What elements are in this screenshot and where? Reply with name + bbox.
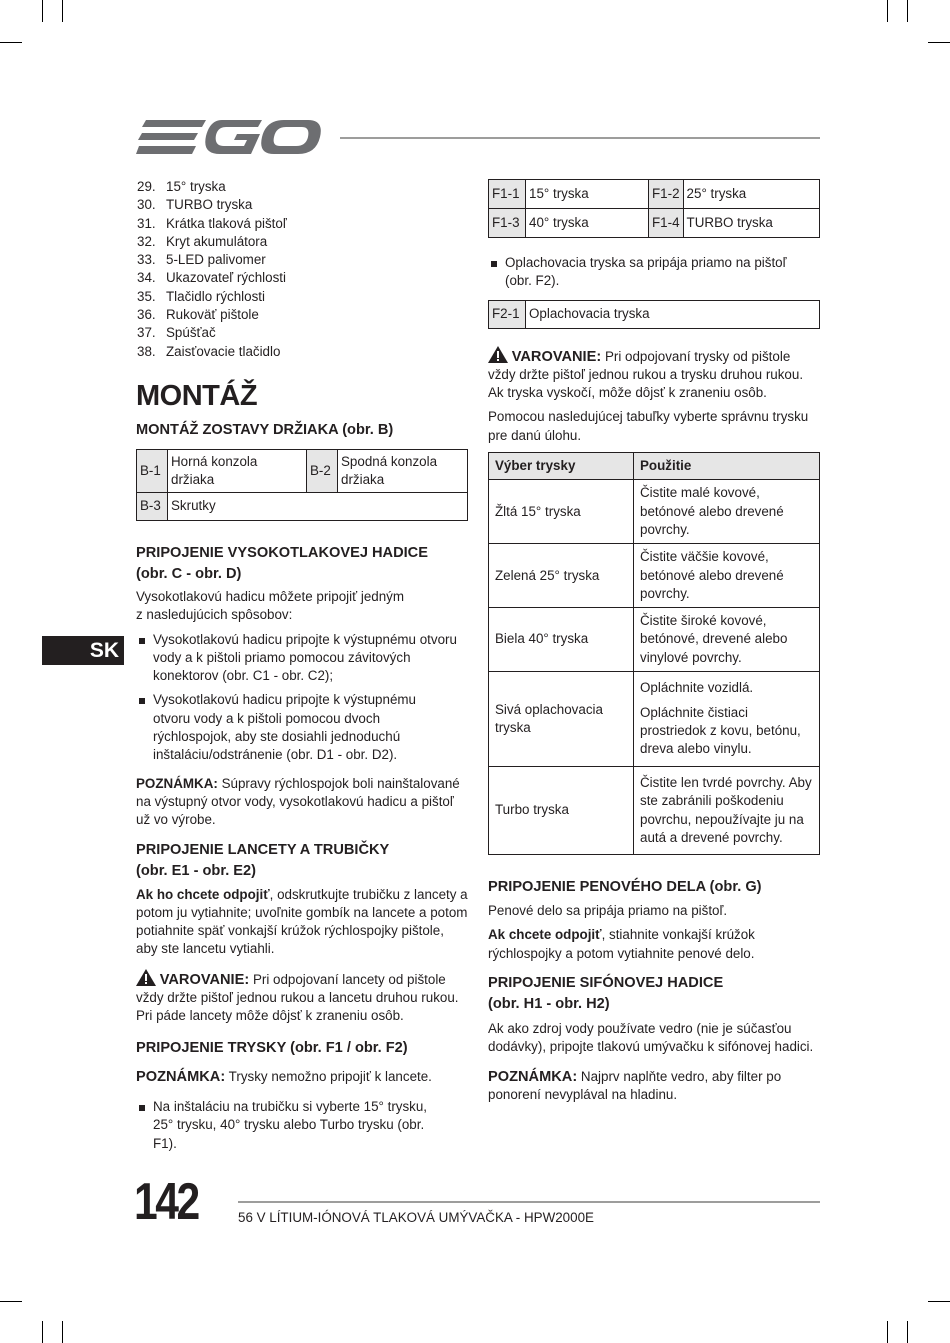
crop-mark bbox=[928, 42, 950, 43]
table-cell: Čistite malé kovové, betónové alebo drevené povrchy. bbox=[634, 480, 820, 544]
lance-bold: Ak ho chcete odpojiť bbox=[136, 886, 270, 902]
table-cell: TURBO tryska bbox=[683, 209, 819, 238]
lance-warning bbox=[136, 969, 468, 1026]
list-item-text: Kryt akumulátora bbox=[166, 233, 268, 249]
foam-title: PRIPOJENIE PENOVÉHO DELA (obr. G) bbox=[488, 879, 762, 896]
warning-icon bbox=[488, 346, 508, 363]
lance-text bbox=[136, 886, 468, 959]
list-item-text: Tlačidlo rýchlosti bbox=[166, 288, 265, 304]
list-item bbox=[137, 324, 468, 342]
table-header: Použitie bbox=[634, 453, 820, 480]
list-item bbox=[137, 233, 468, 251]
nozzle-bullet: Na inštaláciu na trubičku si vyberte 15° trysku, 25° trysku, 40° trysku alebo Turbo trysku (obr. F1). bbox=[153, 1098, 428, 1151]
warning-text: Pri odpojovaní lancety od pištole vždy držte pištoľ jednou rukou a lancetu druhou rukou. Pri páde lancety môže dôjsť k zraneniu osôb. bbox=[136, 971, 459, 1024]
warning-label: VAROVANIE: bbox=[159, 971, 250, 988]
table-cell: Skrutky bbox=[168, 492, 468, 520]
lance-title-figures: (obr. E1 - obr. E2) bbox=[136, 862, 257, 879]
crop-mark bbox=[907, 0, 908, 22]
table-cell: Zelená 25° tryska bbox=[489, 544, 634, 608]
list-item bbox=[137, 269, 468, 287]
table-cell bbox=[634, 672, 820, 767]
foam-bold: Ak chcete odpojiť bbox=[488, 927, 602, 943]
table-cell: Spodná konzola držiaka bbox=[338, 449, 468, 492]
list-item-text: Spúšťač bbox=[166, 325, 216, 341]
montaz-title: MONTÁŽ bbox=[136, 379, 258, 412]
bullet-icon bbox=[488, 254, 505, 291]
siphon-title-figures: (obr. H1 - obr. H2) bbox=[488, 995, 610, 1012]
crop-mark bbox=[887, 1321, 888, 1343]
montaz-subtitle: MONTÁŽ ZOSTAVY DRŽIAKA (obr. B) bbox=[136, 421, 394, 438]
left-column bbox=[136, 178, 468, 1153]
note-text: Trysky nemožno pripojiť k lancete. bbox=[228, 1068, 432, 1084]
right-column bbox=[488, 179, 820, 1104]
list-item-number: 36. bbox=[137, 307, 156, 323]
foam-text-2 bbox=[488, 926, 820, 963]
table-cell: Biela 40° tryska bbox=[489, 608, 634, 672]
list-item-text: Ukazovateľ rýchlosti bbox=[166, 270, 286, 286]
siphon-text: Ak ako zdroj vody používate vedro (nie je súčasťou dodávky), pripojte tlakovú umývačku k sifónovej hadici. bbox=[488, 1020, 814, 1055]
table-cell: Horná konzola držiaka bbox=[168, 449, 307, 492]
holder-parts-table bbox=[136, 449, 468, 521]
hose-bullet-2: Vysokotlakovú hadicu pripojte k výstupnému otvoru vody a k pištoli pomocou dvoch rýchlospojok, aby ste dosiahli jednoduchú inštaláciu/odstránenie (obr. D1 - obr. D2). bbox=[153, 692, 416, 763]
table-cell: Turbo tryska bbox=[489, 767, 634, 855]
lance-body: , odskrutkujte trubičku z lancety a potom ju vytiahnite; uvoľnite gombík na lancete a potom potiahnite späť vonkajší krúžok rýchlospojky pištole, aby ste lancetu vytiahli. bbox=[136, 886, 468, 957]
warning-text: Pri odpojovaní trysky od pištole vždy držte pištoľ jednou rukou a trysku druhou rukou. Ak tryska vyskočí, môže dôjsť k zraneniu osôb. bbox=[488, 348, 804, 401]
nozzle-parts-table bbox=[488, 179, 820, 238]
table-cell: F1-4 bbox=[649, 209, 684, 238]
table-row bbox=[489, 608, 820, 672]
hose-bullet-1: Vysokotlakovú hadicu pripojte k výstupnému otvoru vody a k pištoli priamo pomocou závitových konektorov (obr. C1 - obr. C2); bbox=[153, 631, 457, 684]
list-item-number: 37. bbox=[137, 325, 156, 341]
list-item bbox=[137, 306, 468, 324]
table-row bbox=[489, 480, 820, 544]
note-text: Najprv naplňte vedro, aby filter po ponorení nevyplával na hladinu. bbox=[488, 1068, 782, 1102]
list-item-text: TURBO tryska bbox=[166, 197, 253, 213]
siphon-note bbox=[488, 1068, 820, 1105]
table-cell: Čistite len tvrdé povrchy. Aby ste zabránili poškodeniu povrchu, nepoužívajte ju na autá a drevené povrchy. bbox=[634, 767, 820, 855]
warning-icon bbox=[136, 969, 156, 986]
list-item-text: 15° tryska bbox=[166, 179, 226, 194]
bullet-icon bbox=[136, 631, 153, 686]
bullet-icon bbox=[136, 1098, 153, 1153]
list-item-text: Krátka tlaková pištoľ bbox=[166, 215, 287, 231]
foam-body: , stiahnite vonkajší krúžok rýchlospojky a potom vytiahnite penové delo. bbox=[488, 927, 755, 961]
cell-line: Opláchnite čistiaci prostriedok z kovu, betónu, dreva alebo vinylu. bbox=[640, 704, 801, 757]
table-row bbox=[489, 672, 820, 767]
foam-text-1: Penové delo sa pripája priamo na pištoľ. bbox=[488, 903, 728, 919]
list-item-number: 34. bbox=[137, 270, 156, 286]
language-tab-label: SK bbox=[89, 639, 119, 662]
nozzle-title: PRIPOJENIE TRYSKY (obr. F1 / obr. F2) bbox=[136, 1039, 408, 1056]
nozzle-warning bbox=[488, 346, 820, 403]
list-item-number: 31. bbox=[137, 215, 156, 231]
crop-mark bbox=[0, 1301, 22, 1302]
list-item bbox=[137, 178, 468, 196]
table-cell: 15° tryska bbox=[526, 180, 649, 209]
nozzle-note bbox=[136, 1068, 468, 1086]
hose-intro: Vysokotlakovú hadicu môžete pripojiť jedným z nasledujúcich spôsobov: bbox=[136, 588, 405, 623]
note-text: Súpravy rýchlospojok boli nainštalované na výstupný otvor vody, vysokotlakovú hadicu a pištoľ už vo výrobe. bbox=[136, 775, 460, 828]
crop-mark bbox=[887, 0, 888, 22]
table-cell: Sivá oplachovacia tryska bbox=[489, 672, 634, 767]
list-item bbox=[136, 631, 468, 686]
list-item bbox=[137, 251, 468, 269]
crop-mark bbox=[0, 42, 22, 43]
table-cell: F1-1 bbox=[489, 180, 526, 209]
table-cell: F1-3 bbox=[489, 209, 526, 238]
table-cell: B-3 bbox=[137, 492, 168, 520]
table-cell: F1-2 bbox=[649, 180, 684, 209]
table-cell: F2-1 bbox=[489, 300, 526, 328]
footer-rule bbox=[238, 1201, 820, 1203]
list-item-number: 29. bbox=[137, 179, 156, 194]
crop-mark bbox=[907, 1321, 908, 1343]
list-item-number: 33. bbox=[137, 252, 156, 268]
list-item-number: 35. bbox=[137, 288, 156, 304]
list-item bbox=[137, 343, 468, 361]
list-item-number: 38. bbox=[137, 343, 156, 359]
crop-mark bbox=[928, 1301, 950, 1302]
bullet-icon bbox=[136, 691, 153, 764]
note-label: POZNÁMKA: bbox=[488, 1068, 578, 1085]
list-item bbox=[137, 288, 468, 306]
table-cell: Žltá 15° tryska bbox=[489, 480, 634, 544]
table-row bbox=[489, 767, 820, 855]
hose-note bbox=[136, 775, 468, 830]
rinse-parts-table bbox=[488, 300, 820, 329]
hose-title: PRIPOJENIE VYSOKOTLAKOVEJ HADICE bbox=[136, 544, 428, 561]
footer-title: 56 V LÍTIUM-IÓNOVÁ TLAKOVÁ UMÝVAČKA - HPW2000E bbox=[238, 1210, 594, 1225]
list-item-text: Rukoväť pištole bbox=[166, 307, 259, 323]
table-cell: 25° tryska bbox=[683, 180, 819, 209]
list-item-text: 5-LED palivomer bbox=[166, 252, 266, 268]
parts-list bbox=[136, 178, 468, 361]
table-row bbox=[489, 544, 820, 608]
header-rule bbox=[340, 137, 820, 139]
hose-title-figures: (obr. C - obr. D) bbox=[136, 565, 242, 582]
page-number: 142 bbox=[134, 1173, 198, 1231]
table-cell: Oplachovacia tryska bbox=[526, 300, 820, 328]
crop-mark bbox=[42, 1321, 43, 1343]
list-item bbox=[137, 215, 468, 233]
table-intro: Pomocou nasledujúcej tabuľky vyberte správnu trysku pre danú úlohu. bbox=[488, 409, 809, 443]
list-item bbox=[136, 691, 468, 764]
crop-mark bbox=[62, 0, 63, 22]
list-item bbox=[136, 1098, 468, 1153]
nozzle-selection-table bbox=[488, 452, 820, 855]
ego-logo bbox=[136, 116, 322, 158]
table-cell: Čistite široké kovové, betónové, drevené alebo vinylové povrchy. bbox=[634, 608, 820, 672]
rinse-bullet: Oplachovacia tryska sa pripája priamo na pištoľ (obr. F2). bbox=[505, 255, 787, 289]
siphon-title: PRIPOJENIE SIFÓNOVEJ HADICE bbox=[488, 974, 724, 991]
table-header: Výber trysky bbox=[489, 453, 634, 480]
table-cell: B-2 bbox=[307, 449, 338, 492]
list-item-number: 32. bbox=[137, 233, 156, 249]
table-cell: Čistite väčšie kovové, betónové alebo drevené povrchy. bbox=[634, 544, 820, 608]
warning-label: VAROVANIE: bbox=[511, 348, 602, 365]
list-item-text: Zaisťovacie tlačidlo bbox=[166, 343, 281, 359]
cell-line: Opláchnite vozidlá. bbox=[640, 680, 754, 696]
lance-title: PRIPOJENIE LANCETY A TRUBIČKY bbox=[136, 841, 390, 858]
language-tab bbox=[42, 636, 124, 665]
list-item-number: 30. bbox=[137, 197, 156, 213]
table-cell: 40° tryska bbox=[526, 209, 649, 238]
list-item bbox=[137, 196, 468, 214]
list-item bbox=[488, 254, 820, 291]
table-cell: B-1 bbox=[137, 449, 168, 492]
crop-mark bbox=[62, 1321, 63, 1343]
note-label: POZNÁMKA: bbox=[136, 775, 218, 791]
crop-mark bbox=[42, 0, 43, 22]
note-label: POZNÁMKA: bbox=[136, 1068, 226, 1085]
